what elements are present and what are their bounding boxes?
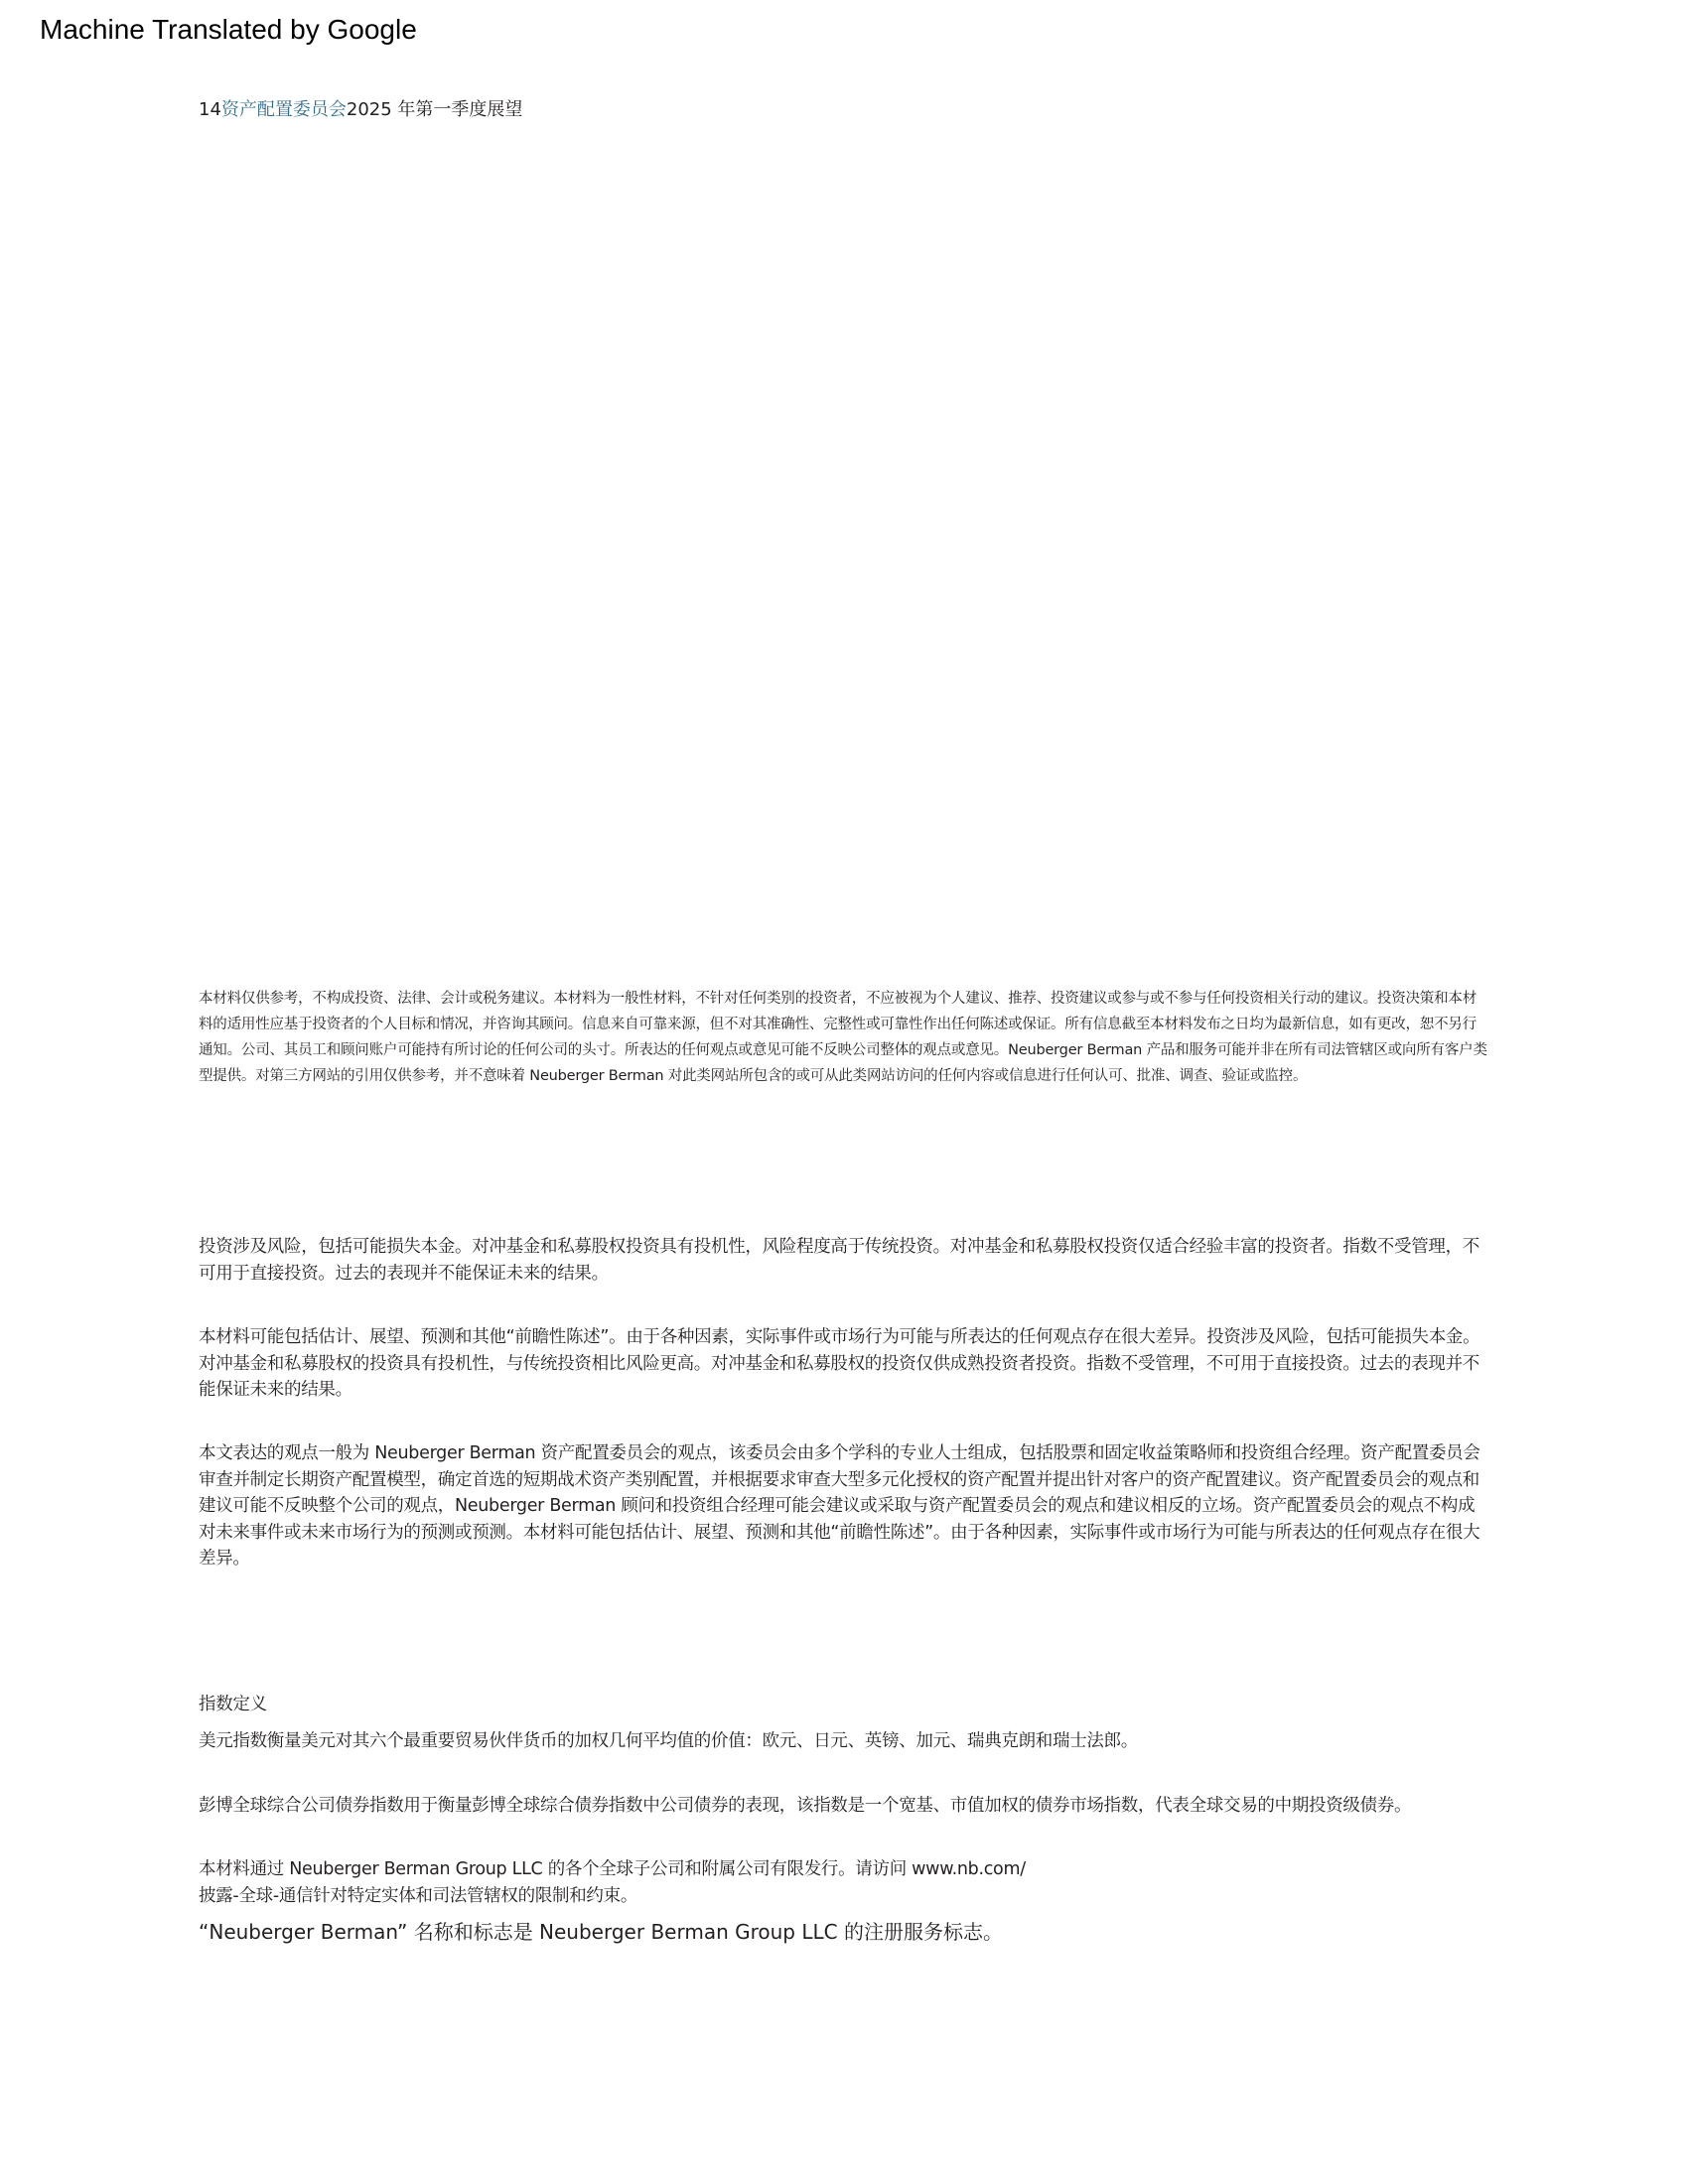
risk-paragraph-1: 投资涉及风险，包括可能损失本金。对冲基金和私募股权投资具有投机性，风险程度高于传统投资。对冲基金和私募股权投资仅适合经验丰富的投资者。指数不受管理，不可用于直接投资。过去的表现并不能保证未来的结果。 — [199, 1237, 1479, 1284]
page-header — [199, 95, 522, 121]
page-number: 14 — [199, 99, 221, 120]
disclaimer-paragraph: 本材料仅供参考，不构成投资、法律、会计或税务建议。本材料为一般性材料，不针对任何类别的投资者，不应被视为个人建议、推荐、投资建议或参与或不参与任何投资相关行动的建议。投资决策和本材料的适用性应基于投资者的个人目标和情况，并咨询其顾问。信息来自可靠来源，但不对其准确性、完整性或可靠性作出任何陈述或保证。所有信息截至本材料发布之日均为最新信息，如有更改，恕不另行通知。公司、其员工和顾问账户可能持有所讨论的任何公司的头寸。所表达的任何观点或意见可能不反映公司整体的观点或意见。Neuberger Berman 产品和服务可能并非在所有司法管辖区或向所有客户类型提供。对第三方网站的引用仅供参考，并不意味着 Neuberger Berman 对此类网站所包含的或可从此类网站访问的任何内容或信息进行任何认可、批准、调查、验证或监控。 — [199, 991, 1487, 1084]
index-definitions-heading: 指数定义 — [199, 1695, 267, 1714]
issuance-line-2: 披露-全球-通信针对特定实体和司法管辖权的限制和约束。 — [199, 1885, 638, 1906]
risk-paragraph-2: 本材料可能包括估计、展望、预测和其他“前瞻性陈述”。由于各种因素，实际事件或市场行为可能与所表达的任何观点存在很大差异。投资涉及风险，包括可能损失本金。对冲基金和私募股权的投资具有投机性，与传统投资相比风险更高。对冲基金和私募股权的投资仅供成熟投资者投资。指数不受管理，不可用于直接投资。过去的表现并不能保证未来的结果。 — [199, 1327, 1480, 1400]
issuance-line-1: 本材料通过 Neuberger Berman Group LLC 的各个全球子公司和附属公司有限发行。请访问 www.nb.com/ — [199, 1859, 1026, 1879]
trademark-notice: “Neuberger Berman” 名称和标志是 Neuberger Berman Group LLC 的注册服务标志。 — [199, 1920, 1003, 1944]
usd-index-definition: 美元指数衡量美元对其六个最重要贸易伙伴货币的加权几何平均值的价值：欧元、日元、英镑、加元、瑞典克朗和瑞士法郎。 — [199, 1731, 1138, 1751]
committee-name: 资产配置委员会 — [220, 99, 347, 120]
issuance-notice — [199, 1856, 1489, 1909]
report-title: 2025 年第一季度展望 — [346, 99, 523, 120]
bloomberg-index-definition: 彭博全球综合公司债券指数用于衡量彭博全球综合债券指数中公司债券的表现，该指数是一个宽基、市值加权的债券市场指数，代表全球交易的中期投资级债券。 — [199, 1796, 1412, 1816]
machine-translation-banner: Machine Translated by Google — [40, 14, 417, 45]
views-paragraph: 本文表达的观点一般为 Neuberger Berman 资产配置委员会的观点，该委员会由多个学科的专业人士组成，包括股票和固定收益策略师和投资组合经理。资产配置委员会审查并制定长期资产配置模型，确定首选的短期战术资产类别配置，并根据要求审查大型多元化授权的资产配置并提出针对客户的资产配置建议。资产配置委员会的观点和建议可能不反映整个公司的观点，Neuberger Berman 顾问和投资组合经理可能会建议或采取与资产配置委员会的观点和建议相反的立场。资产配置委员会的观点不构成对未来事件或未来市场行为的预测或预测。本材料可能包括估计、展望、预测和其他“前瞻性陈述”。由于各种因素，实际事件或市场行为可能与所表达的任何观点存在很大差异。 — [199, 1443, 1480, 1569]
